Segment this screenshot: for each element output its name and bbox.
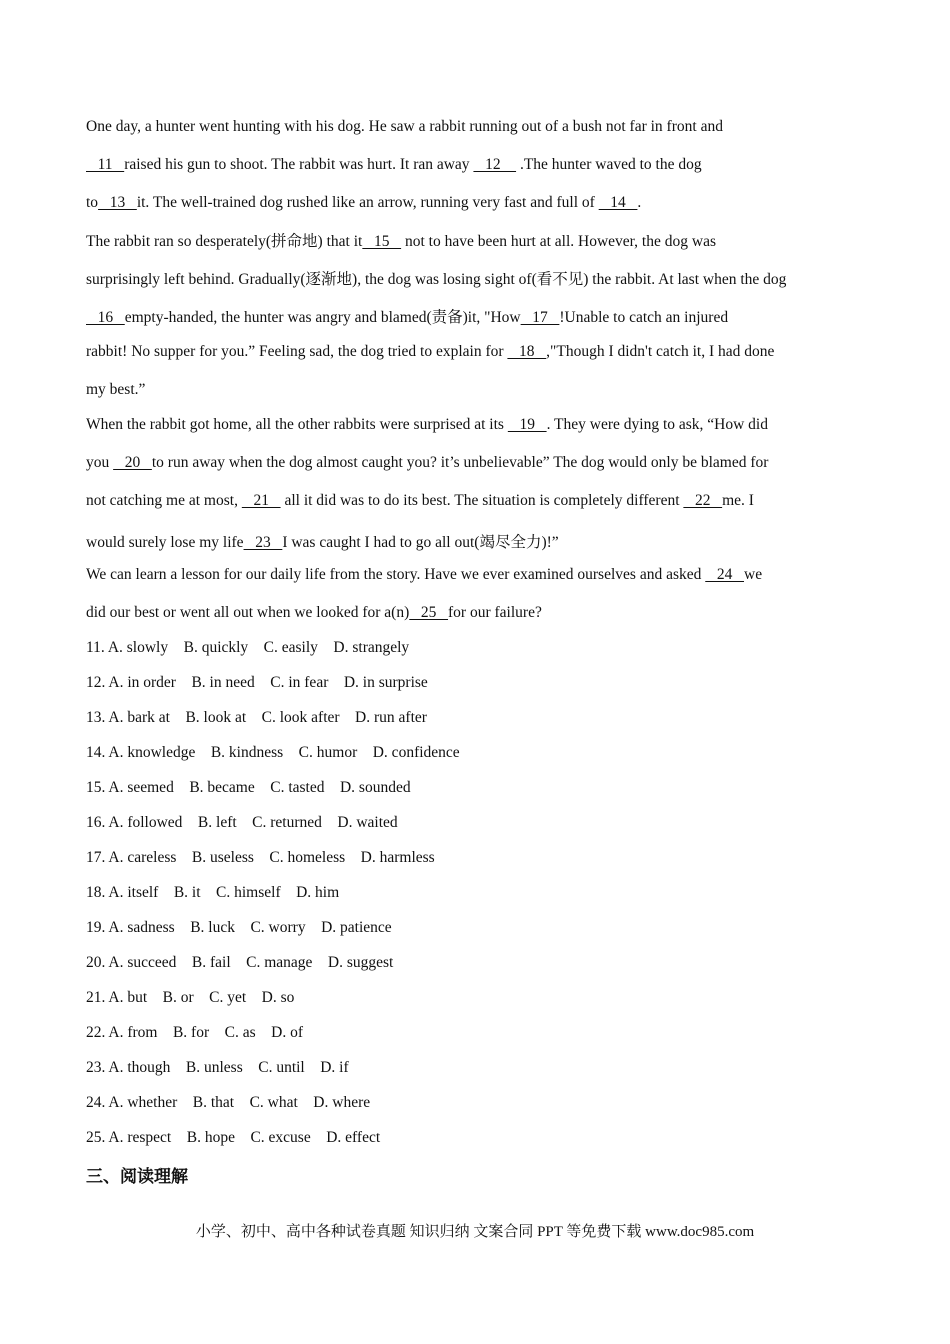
blank-23: 23: [243, 534, 283, 551]
option-line: 11. A. slowly B. quickly C. easily D. strangely: [86, 639, 410, 656]
passage-line: would surely lose my life 23 I was caught I had to go all out(竭尽全力)!”: [86, 534, 559, 551]
option-line: 17. A. careless B. useless C. homeless D. harmless: [86, 849, 435, 866]
passage-line: not catching me at most, 21 all it did was to do its best. The situation is completely different 22 me. I: [86, 492, 754, 509]
passage-line: you 20 to run away when the dog almost caught you? it’s unbelievable” The dog would only be blamed for: [86, 454, 769, 471]
section-heading: 三、阅读理解: [86, 1167, 188, 1187]
blank-19: 19: [507, 416, 547, 433]
option-line: 19. A. sadness B. luck C. worry D. patience: [86, 919, 392, 936]
passage-line: When the rabbit got home, all the other rabbits were surprised at its 19 . They were dying to ask, “How did: [86, 416, 768, 433]
passage-line: to 13 it. The well-trained dog rushed like an arrow, running very fast and full of 14 .: [86, 194, 642, 211]
option-line: 18. A. itself B. it C. himself D. him: [86, 884, 340, 901]
passage-line: surprisingly left behind. Gradually(逐渐地), the dog was losing sight of(看不见) the rabbit. At last when the dog: [86, 271, 787, 288]
option-line: 14. A. knowledge B. kindness C. humor D. confidence: [86, 744, 460, 761]
blank-22: 22: [683, 492, 723, 509]
passage-line: my best.”: [86, 381, 146, 398]
blank-18: 18: [507, 343, 547, 360]
page-footer: 小学、初中、高中各种试卷真题 知识归纳 文案合同 PPT 等免费下载 www.doc985.com: [195, 1224, 755, 1240]
blank-12: 12: [473, 156, 517, 173]
option-line: 23. A. though B. unless C. until D. if: [86, 1059, 349, 1076]
passage-line: rabbit! No supper for you.” Feeling sad, the dog tried to explain for 18 ,"Though I didn't catch it, I had done: [86, 343, 775, 360]
blank-17: 17: [520, 309, 560, 326]
passage-line: 16 empty-handed, the hunter was angry and blamed(责备)it, "How 17 !Unable to catch an injured: [86, 309, 729, 326]
passage-line: We can learn a lesson for our daily life from the story. Have we ever examined ourselves and asked 24 we: [86, 566, 763, 583]
option-line: 22. A. from B. for C. as D. of: [86, 1024, 303, 1041]
blank-16: 16: [86, 309, 125, 326]
blank-15: 15: [362, 233, 402, 250]
blank-14: 14: [598, 194, 638, 211]
blank-11: 11: [86, 156, 125, 173]
blank-24: 24: [705, 566, 744, 583]
option-line: 24. A. whether B. that C. what D. where: [86, 1094, 371, 1111]
blank-20: 20: [113, 454, 152, 471]
passage-line: The rabbit ran so desperately(拼命地) that it 15 not to have been hurt at all. However, the dog was: [86, 233, 716, 250]
option-line: 20. A. succeed B. fail C. manage D. suggest: [86, 954, 394, 971]
blank-13: 13: [98, 194, 137, 211]
blank-21: 21: [241, 492, 281, 509]
option-line: 12. A. in order B. in need C. in fear D. in surprise: [86, 674, 428, 691]
passage-line: One day, a hunter went hunting with his dog. He saw a rabbit running out of a bush not far in front and: [86, 118, 723, 135]
option-line: 21. A. but B. or C. yet D. so: [86, 989, 295, 1006]
passage-line: 11 raised his gun to shoot. The rabbit was hurt. It ran away 12 .The hunter waved to the dog: [86, 156, 702, 173]
blank-25: 25: [409, 604, 449, 621]
option-line: 13. A. bark at B. look at C. look after D. run after: [86, 709, 427, 726]
option-line: 15. A. seemed B. became C. tasted D. sounded: [86, 779, 411, 796]
option-line: 16. A. followed B. left C. returned D. waited: [86, 814, 398, 831]
passage-line: did our best or went all out when we looked for a(n) 25 for our failure?: [86, 604, 542, 621]
option-line: 25. A. respect B. hope C. excuse D. effect: [86, 1129, 381, 1146]
